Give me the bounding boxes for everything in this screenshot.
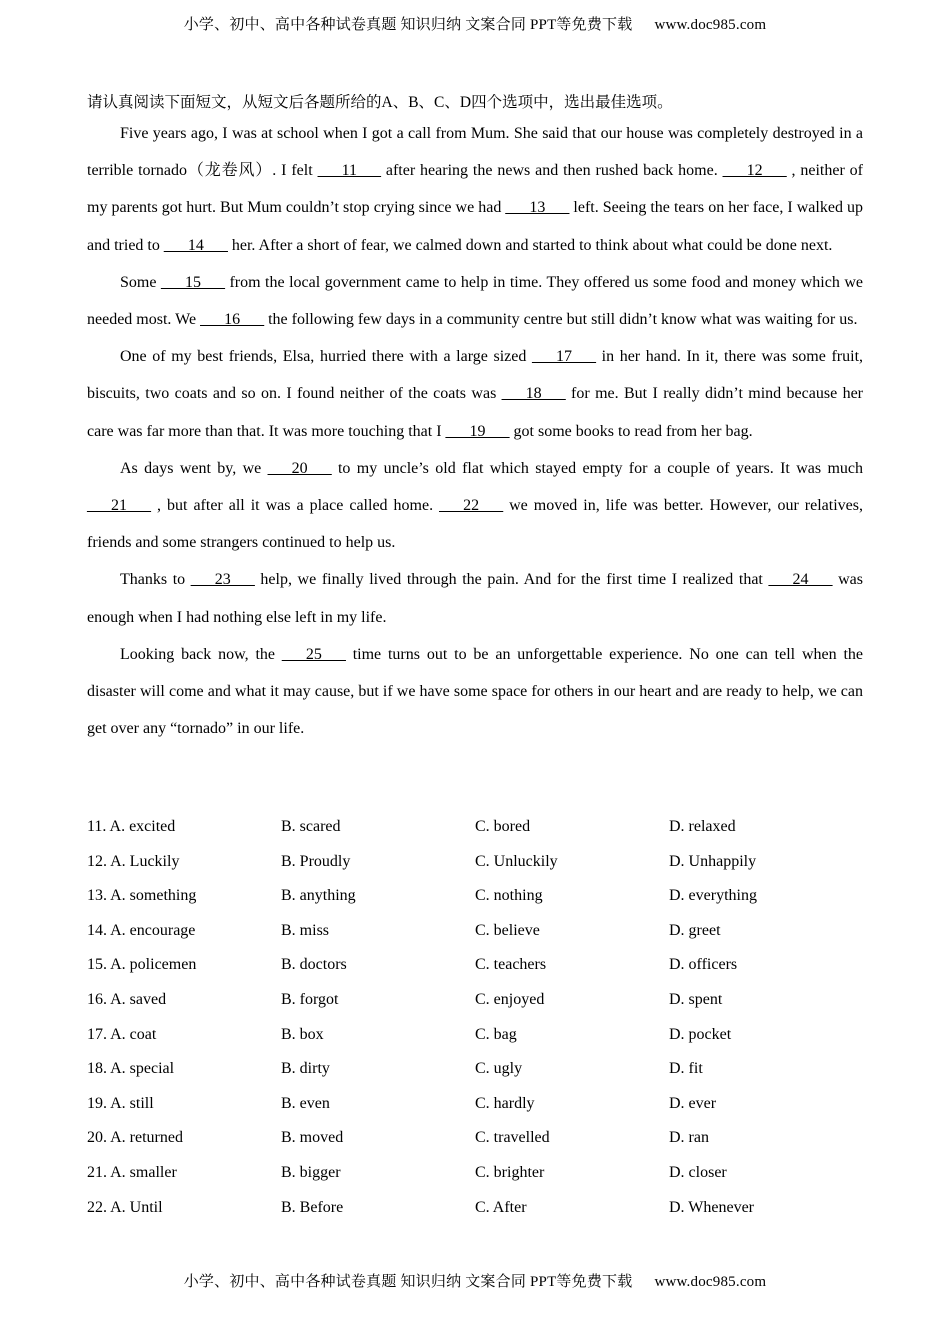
option-a: 17. A. coat [87, 1025, 157, 1043]
passage-text: was enough when I had nothing else left in my life. [87, 571, 863, 626]
blank-gap: ___19___ [445, 422, 510, 440]
passage-text: her. After a short of fear, we calmed down and started to think about what could be done next. [227, 236, 833, 254]
footer-url[interactable]: www.doc985.com [654, 1274, 767, 1290]
question-row [87, 1092, 863, 1127]
option-d: D. spent [669, 990, 723, 1008]
blank-gap: ___20___ [267, 459, 332, 477]
option-d: D. closer [669, 1163, 727, 1181]
option-c: C. nothing [475, 887, 543, 905]
passage-paragraph [87, 115, 863, 264]
option-c: C. Unluckily [475, 852, 558, 870]
blank-gap: ___15___ [160, 273, 225, 291]
passage-text: , but after all it was a place called home. [151, 497, 440, 515]
passage-text: , neither of my parents got hurt. But Mum couldn’t stop crying since we had [87, 162, 864, 217]
option-a: 11. A. excited [87, 818, 176, 835]
blank-gap: ___12___ [722, 162, 787, 180]
blank-gap: ___18___ [501, 385, 566, 403]
option-c: C. ugly [475, 1060, 523, 1078]
passage-text: got some books to read from her bag. [509, 422, 753, 440]
option-a: 16. A. saved [87, 990, 167, 1008]
question-options [87, 815, 863, 1230]
question-row [87, 1057, 863, 1092]
option-d: D. ran [669, 1129, 709, 1147]
option-a: 12. A. Luckily [87, 852, 180, 870]
option-a: 22. A. Until [87, 1198, 163, 1216]
option-d: D. Whenever [669, 1198, 754, 1216]
passage-text: Thanks to [120, 571, 191, 589]
blank-gap: ___16___ [200, 311, 265, 329]
passage-text: for me. But I really didn’t mind because her care was far more than that. It was more touching that I [87, 385, 863, 440]
passage-text: As days went by, we [120, 459, 268, 477]
option-c: C. bored [475, 818, 531, 835]
header-url[interactable]: www.doc985.com [654, 17, 767, 33]
question-row [87, 919, 863, 954]
footer-text: 小学、初中、高中各种试卷真题 知识归纳 文案合同 PPT等免费下载 [183, 1274, 633, 1290]
passage-text: Some [120, 273, 161, 291]
passage-text: One of my best friends, Elsa, hurried there with a large sized [120, 348, 532, 366]
passage-paragraph [87, 450, 863, 562]
passage-paragraph [87, 264, 863, 338]
option-d: D. relaxed [669, 818, 736, 835]
blank-gap: ___21___ [87, 497, 151, 515]
question-row [87, 850, 863, 885]
blank-gap: ___25___ [281, 645, 346, 663]
option-b: B. anything [281, 887, 356, 905]
option-c: C. teachers [475, 956, 547, 974]
option-d: D. greet [669, 921, 721, 939]
option-b: B. scared [281, 818, 341, 835]
instruction: 请认真阅读下面短文，从短文后各题所给的A、B、C、D四个选项中，选出最佳选项。 [87, 94, 673, 111]
option-c: C. bag [475, 1025, 517, 1043]
passage-paragraph [87, 561, 863, 635]
option-d: D. ever [669, 1094, 717, 1112]
question-row [87, 815, 863, 850]
passage-text: the following few days in a community centre but still didn’t know what was waiting for us. [264, 311, 858, 329]
question-row [87, 1196, 863, 1231]
option-d: D. everything [669, 887, 757, 905]
page-footer [0, 1270, 950, 1291]
passage-text: we moved in, life was better. However, our relatives, friends and some strangers continued to help us. [87, 497, 863, 552]
option-b: B. bigger [281, 1163, 341, 1181]
question-row [87, 1161, 863, 1196]
passage-paragraph [87, 636, 863, 748]
page-header [0, 13, 950, 34]
passage-text: Looking back now, the [120, 645, 282, 663]
question-row [87, 988, 863, 1023]
question-row [87, 884, 863, 919]
option-a: 15. A. policemen [87, 956, 197, 974]
blank-gap: ___17___ [532, 348, 596, 366]
reading-passage [87, 115, 863, 747]
passage-text: from the local government came to help in time. They offered us some food and money which we needed most. We [87, 273, 863, 329]
option-a: 21. A. smaller [87, 1163, 177, 1181]
blank-gap: ___14___ [163, 236, 228, 254]
option-a: 13. A. something [87, 887, 197, 905]
passage-text: to my uncle’s old flat which stayed empty for a couple of years. It was much [331, 459, 864, 477]
option-d: D. officers [669, 956, 738, 974]
option-b: B. dirty [281, 1060, 330, 1078]
passage-text: after hearing the news and then rushed back home. [380, 162, 723, 180]
option-b: B. miss [281, 921, 330, 939]
option-b: B. Proudly [281, 852, 351, 870]
option-c: C. hardly [475, 1094, 535, 1112]
passage-text: in her hand. In it, there was some fruit, biscuits, two coats and so on. I found neither of the coats was [87, 348, 864, 403]
option-a: 20. A. returned [87, 1129, 183, 1147]
option-c: C. After [475, 1198, 527, 1216]
passage-text: Five years ago, I was at school when I got a call from Mum. She said that our house was completely destroyed in a terrible tornado（龙卷风）. I felt [87, 125, 863, 180]
option-a: 14. A. encourage [87, 921, 196, 939]
option-b: B. doctors [281, 956, 347, 974]
blank-gap: ___23___ [190, 571, 255, 589]
passage-text: left. Seeing the tears on her face, I walked up and tried to [87, 199, 863, 254]
blank-gap: ___22___ [439, 497, 504, 515]
passage-text: help, we finally lived through the pain. And for the first time I realized that [254, 571, 769, 589]
option-c: C. travelled [475, 1129, 550, 1147]
blank-gap: ___13___ [505, 199, 570, 217]
header-text: 小学、初中、高中各种试卷真题 知识归纳 文案合同 PPT等免费下载 [183, 17, 633, 33]
question-row [87, 1023, 863, 1058]
passage-text: time turns out to be an unforgettable experience. No one can tell when the disaster will come and what it may cause, but if we have some space for others in our heart and are ready to help, we can get over any “tornado” in our life. [87, 645, 863, 738]
blank-gap: ___24___ [768, 571, 833, 589]
option-b: B. box [281, 1025, 324, 1043]
option-b: B. Before [281, 1198, 344, 1216]
option-b: B. forgot [281, 990, 339, 1008]
passage-paragraph [87, 338, 863, 450]
option-b: B. even [281, 1094, 330, 1112]
blank-gap: ___11___ [317, 162, 381, 180]
option-c: C. enjoyed [475, 990, 545, 1008]
option-c: C. brighter [475, 1163, 545, 1181]
option-a: 19. A. still [87, 1094, 154, 1112]
question-row [87, 953, 863, 988]
question-row [87, 1126, 863, 1161]
option-a: 18. A. special [87, 1060, 175, 1078]
option-c: C. believe [475, 921, 540, 939]
option-d: D. pocket [669, 1025, 732, 1043]
option-d: D. fit [669, 1060, 703, 1078]
option-d: D. Unhappily [669, 852, 757, 870]
option-b: B. moved [281, 1129, 344, 1147]
